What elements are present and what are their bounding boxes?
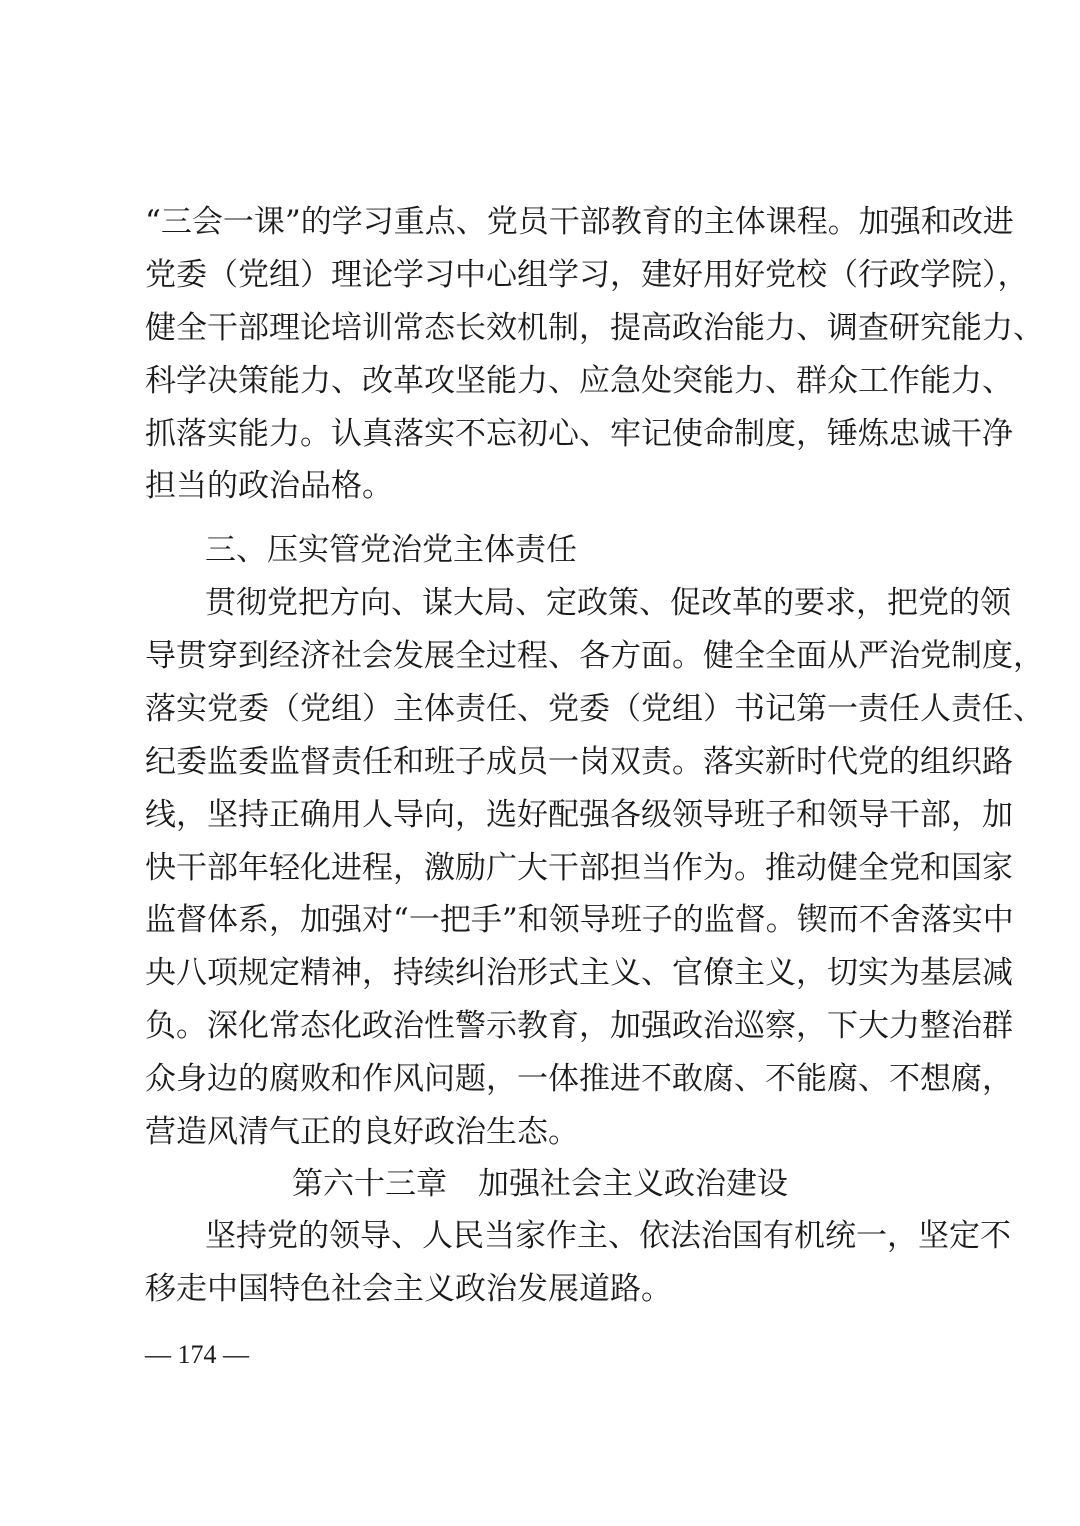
chapter-title: 第六十三章 加强社会主义政治建设 bbox=[292, 1166, 788, 1202]
text-line: 众身边的腐败和作风问题，一体推进不敢腐、不能腐、不想腐， bbox=[145, 1061, 1013, 1097]
text-line: 坚持党的领导、人民当家作主、依法治国有机统一，坚定不 bbox=[205, 1218, 1011, 1254]
text-line: 贯彻党把方向、谋大局、定政策、促改革的要求，把党的领 bbox=[205, 585, 1011, 621]
text-line: 快干部年轻化进程，激励广大干部担当作为。推动健全党和国家 bbox=[145, 850, 1013, 886]
text-line: 移走中国特色社会主义政治发展道路。 bbox=[145, 1271, 672, 1307]
text-line: 落实党委（党组）主体责任、党委（党组）书记第一责任人责任、 bbox=[145, 691, 1044, 727]
text-line: 央八项规定精神，持续纠治形式主义、官僚主义，切实为基层减 bbox=[145, 955, 1013, 991]
text-line: 担当的政治品格。 bbox=[145, 468, 393, 504]
page-number: — 174 — bbox=[145, 1340, 249, 1369]
text-line: 监督体系，加强对“一把手”和领导班子的监督。锲而不舍落实中 bbox=[145, 902, 1014, 938]
text-line: 党委（党组）理论学习中心组学习，建好用好党校（行政学院）， bbox=[145, 257, 1029, 293]
text-line: 导贯穿到经济社会发展全过程、各方面。健全全面从严治党制度， bbox=[145, 638, 1044, 674]
text-line: “三会一课”的学习重点、党员干部教育的主体课程。加强和改进 bbox=[145, 204, 1014, 240]
section-heading: 三、压实管党治党主体责任 bbox=[205, 532, 577, 568]
text-line: 负。深化常态化政治性警示教育，加强政治巡察，下大力整治群 bbox=[145, 1008, 1013, 1044]
text-line: 线，坚持正确用人导向，选好配强各级领导班子和领导干部，加 bbox=[145, 797, 1013, 833]
text-line: 营造风清气正的良好政治生态。 bbox=[145, 1114, 579, 1150]
text-line: 科学决策能力、改革攻坚能力、应急处突能力、群众工作能力、 bbox=[145, 363, 1013, 399]
text-line: 健全干部理论培训常态长效机制，提高政治能力、调查研究能力、 bbox=[145, 310, 1044, 346]
text-line: 纪委监委监督责任和班子成员一岗双责。落实新时代党的组织路 bbox=[145, 744, 1013, 780]
text-line: 抓落实能力。认真落实不忘初心、牢记使命制度，锤炼忠诚干净 bbox=[145, 416, 1013, 452]
